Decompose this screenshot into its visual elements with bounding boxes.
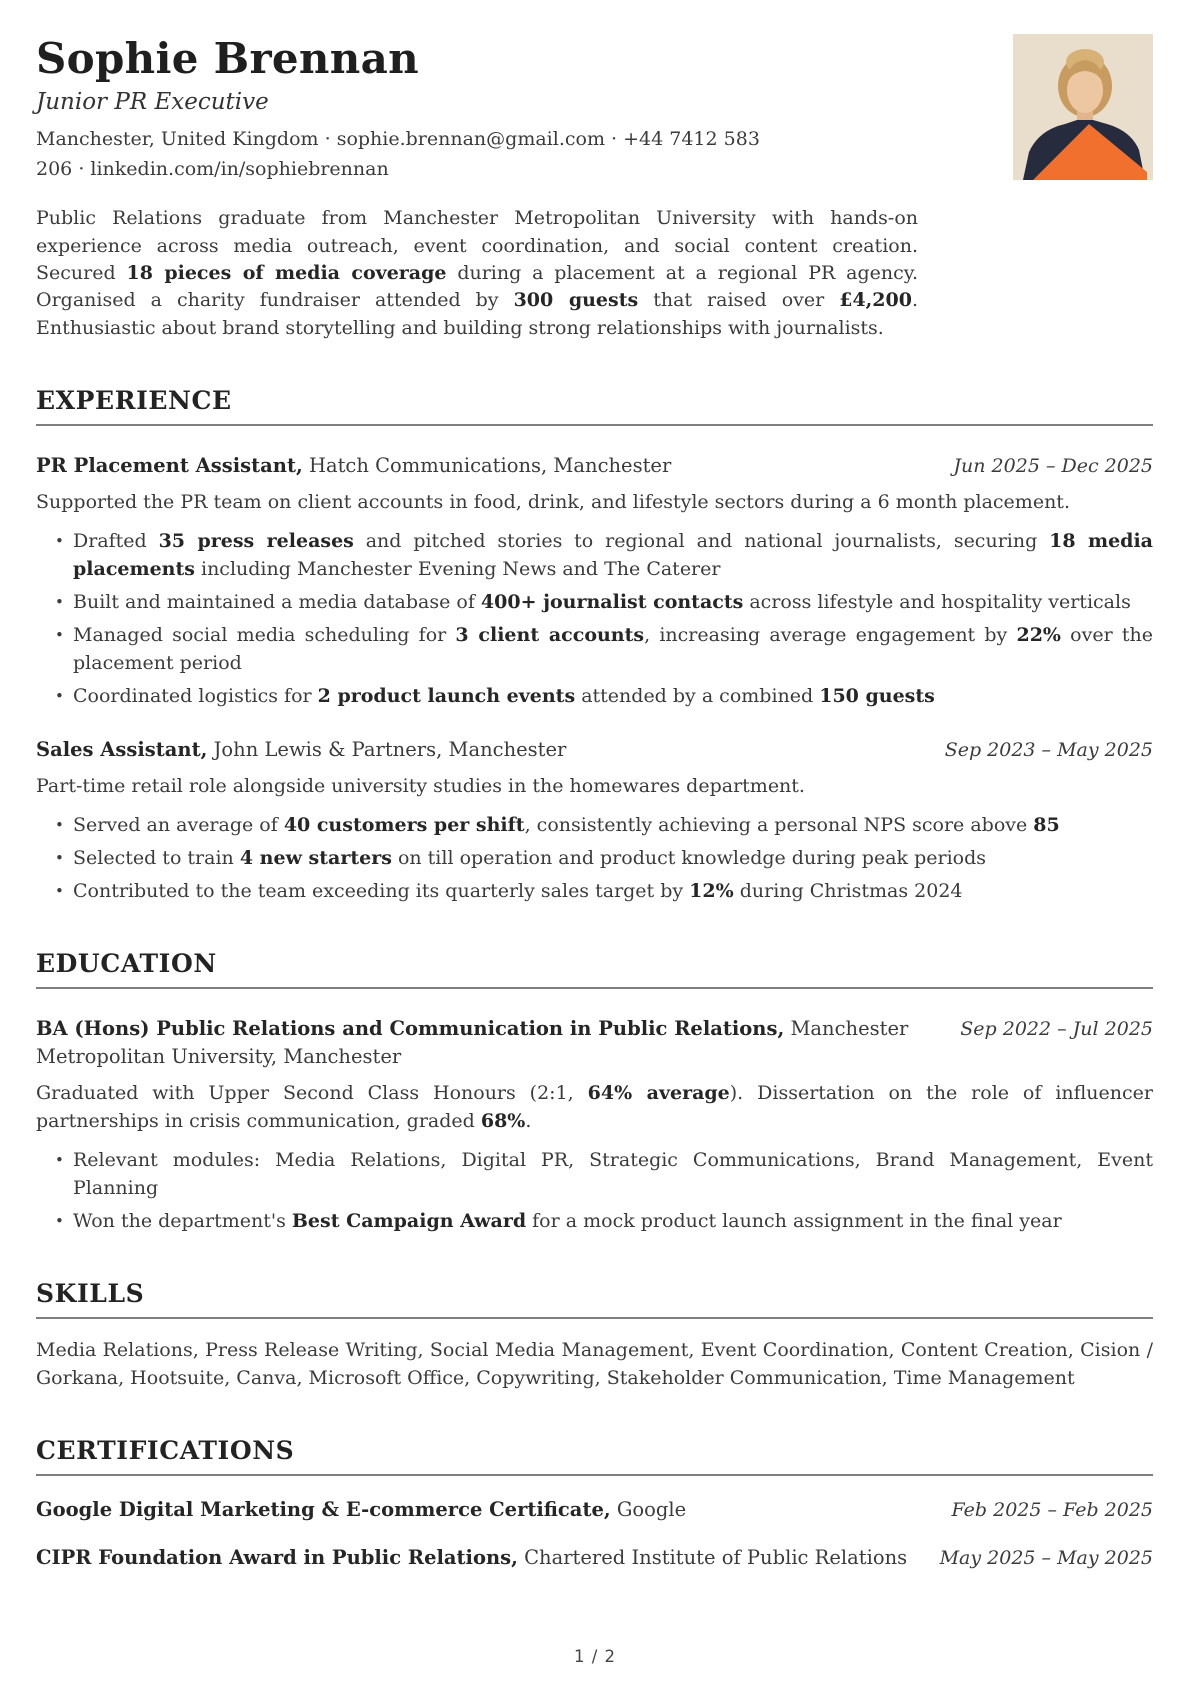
section-experience bbox=[36, 386, 1153, 905]
contact-separator: · bbox=[78, 158, 85, 181]
header bbox=[36, 36, 1153, 184]
section-divider bbox=[36, 987, 1153, 989]
bullet-item: • Served an average of 40 customers per shift, consistently achieving a personal NPS score above 85 bbox=[73, 811, 1153, 839]
entry-description: Supported the PR team on client accounts in food, drink, and lifestyle sectors during a 6 month placement. bbox=[36, 491, 1070, 514]
section-heading-experience: EXPERIENCE bbox=[36, 386, 232, 416]
experience-entry-2 bbox=[36, 736, 1153, 905]
degree-name: BA (Hons) Public Relations and Communication in Public Relations, bbox=[36, 1017, 785, 1041]
entry-header bbox=[36, 1496, 1153, 1524]
entry-role: PR Placement Assistant, bbox=[36, 454, 303, 478]
entry-date: Jun 2025 – Dec 2025 bbox=[953, 455, 1153, 478]
certification-entry-1 bbox=[36, 1496, 1153, 1524]
contact-separator: · bbox=[324, 128, 331, 151]
contact-separator: · bbox=[611, 128, 618, 151]
entry-role: Sales Assistant, bbox=[36, 738, 208, 762]
header-identity bbox=[36, 36, 1013, 184]
entry-date: Sep 2022 – Jul 2025 bbox=[960, 1018, 1153, 1041]
bullet-item: • Selected to train 4 new starters on till operation and product knowledge during peak periods bbox=[73, 844, 1153, 872]
section-heading-skills: SKILLS bbox=[36, 1279, 145, 1309]
entry-header bbox=[36, 452, 1153, 480]
entry-title bbox=[36, 452, 927, 480]
certification-name: Google Digital Marketing & E-commerce Certificate, bbox=[36, 1498, 611, 1522]
page-number: 1 / 2 bbox=[573, 1647, 617, 1666]
entry-bullet-list bbox=[36, 527, 1153, 710]
certification-title bbox=[36, 1496, 926, 1524]
bullet-item: • Won the department's Best Campaign Award for a mock product launch assignment in the final year bbox=[73, 1207, 1153, 1235]
entry-title bbox=[36, 1015, 934, 1071]
entry-header bbox=[36, 1544, 1153, 1572]
bullet-item: • Contributed to the team exceeding its quarterly sales target by 12% during Christmas 2024 bbox=[73, 877, 1153, 905]
entry-date: Sep 2023 – May 2025 bbox=[944, 739, 1153, 762]
entry-description: Part-time retail role alongside university studies in the homewares department. bbox=[36, 775, 805, 798]
bullet-item: • Built and maintained a media database of 400+ journalist contacts across lifestyle and hospitality verticals bbox=[73, 588, 1153, 616]
person-name: Sophie Brennan bbox=[36, 34, 419, 83]
certification-issuer: Google bbox=[610, 1498, 687, 1522]
section-certifications bbox=[36, 1436, 1153, 1572]
entry-company: John Lewis & Partners, Manchester bbox=[207, 738, 567, 762]
experience-entry-1 bbox=[36, 452, 1153, 710]
section-divider bbox=[36, 1474, 1153, 1476]
section-divider bbox=[36, 424, 1153, 426]
contact-info bbox=[36, 124, 796, 184]
entry-company: Hatch Communications, Manchester bbox=[302, 454, 672, 478]
contact-linkedin: linkedin.com/in/sophiebrennan bbox=[90, 158, 389, 181]
contact-location: Manchester, United Kingdom bbox=[36, 128, 319, 151]
bullet-item: • Drafted 35 press releases and pitched stories to regional and national journalists, securing 18 media placements including Manchester Evening News and The Caterer bbox=[73, 527, 1153, 583]
profile-photo bbox=[1013, 34, 1153, 180]
section-heading-certifications: CERTIFICATIONS bbox=[36, 1436, 295, 1466]
certification-name: CIPR Foundation Award in Public Relations, bbox=[36, 1546, 518, 1570]
job-title: Junior PR Executive bbox=[36, 89, 269, 116]
section-skills bbox=[36, 1279, 1153, 1392]
skills-list: Media Relations, Press Release Writing, Social Media Management, Event Coordination, Content Creation, Cision / Gorkana, Hootsuite, Canva, Microsoft Office, Copywriting, Stakeholder Communication, Time Management bbox=[36, 1339, 1153, 1390]
bullet-item: • Coordinated logistics for 2 product launch events attended by a combined 150 guests bbox=[73, 682, 1153, 710]
education-entry bbox=[36, 1015, 1153, 1235]
entry-date: Feb 2025 – Feb 2025 bbox=[951, 1499, 1153, 1522]
section-education bbox=[36, 949, 1153, 1235]
contact-email: sophie.brennan@gmail.com bbox=[336, 128, 605, 151]
entry-date: May 2025 – May 2025 bbox=[939, 1547, 1153, 1570]
bullet-item: • Relevant modules: Media Relations, Digital PR, Strategic Communications, Brand Management, Event Planning bbox=[73, 1146, 1153, 1202]
summary-paragraph: Public Relations graduate from Manchester Metropolitan University with hands-on experience across media outreach, event coordination, and social content creation. Secured 18 pieces of media coverage during a placement at a regional PR agency. Organised a charity fundraiser attended by 300 guests that raised over £4,200. Enthusiastic about brand storytelling and building strong relationships with journalists. bbox=[36, 207, 919, 339]
entry-description: Graduated with Upper Second Class Honours (2:1, 64% average). Dissertation on the role of influencer partnerships in crisis communication, graded 68%. bbox=[36, 1082, 1153, 1133]
entry-header bbox=[36, 1015, 1153, 1071]
certification-issuer: Chartered Institute of Public Relations bbox=[517, 1546, 908, 1570]
entry-bullet-list bbox=[36, 811, 1153, 905]
contact-phone: +44 7412 583 206 bbox=[36, 128, 760, 181]
bullet-item: • Managed social media scheduling for 3 client accounts, increasing average engagement by 22% over the placement period bbox=[73, 621, 1153, 677]
entry-title bbox=[36, 736, 919, 764]
institution-name: Manchester Metropolitan University, Manchester bbox=[36, 1017, 909, 1069]
section-heading-education: EDUCATION bbox=[36, 949, 217, 979]
certification-entry-2 bbox=[36, 1544, 1153, 1572]
entry-header bbox=[36, 736, 1153, 764]
certification-title bbox=[36, 1544, 914, 1572]
section-divider bbox=[36, 1317, 1153, 1319]
entry-bullet-list bbox=[36, 1146, 1153, 1235]
profile-photo-illustration bbox=[1013, 34, 1153, 180]
